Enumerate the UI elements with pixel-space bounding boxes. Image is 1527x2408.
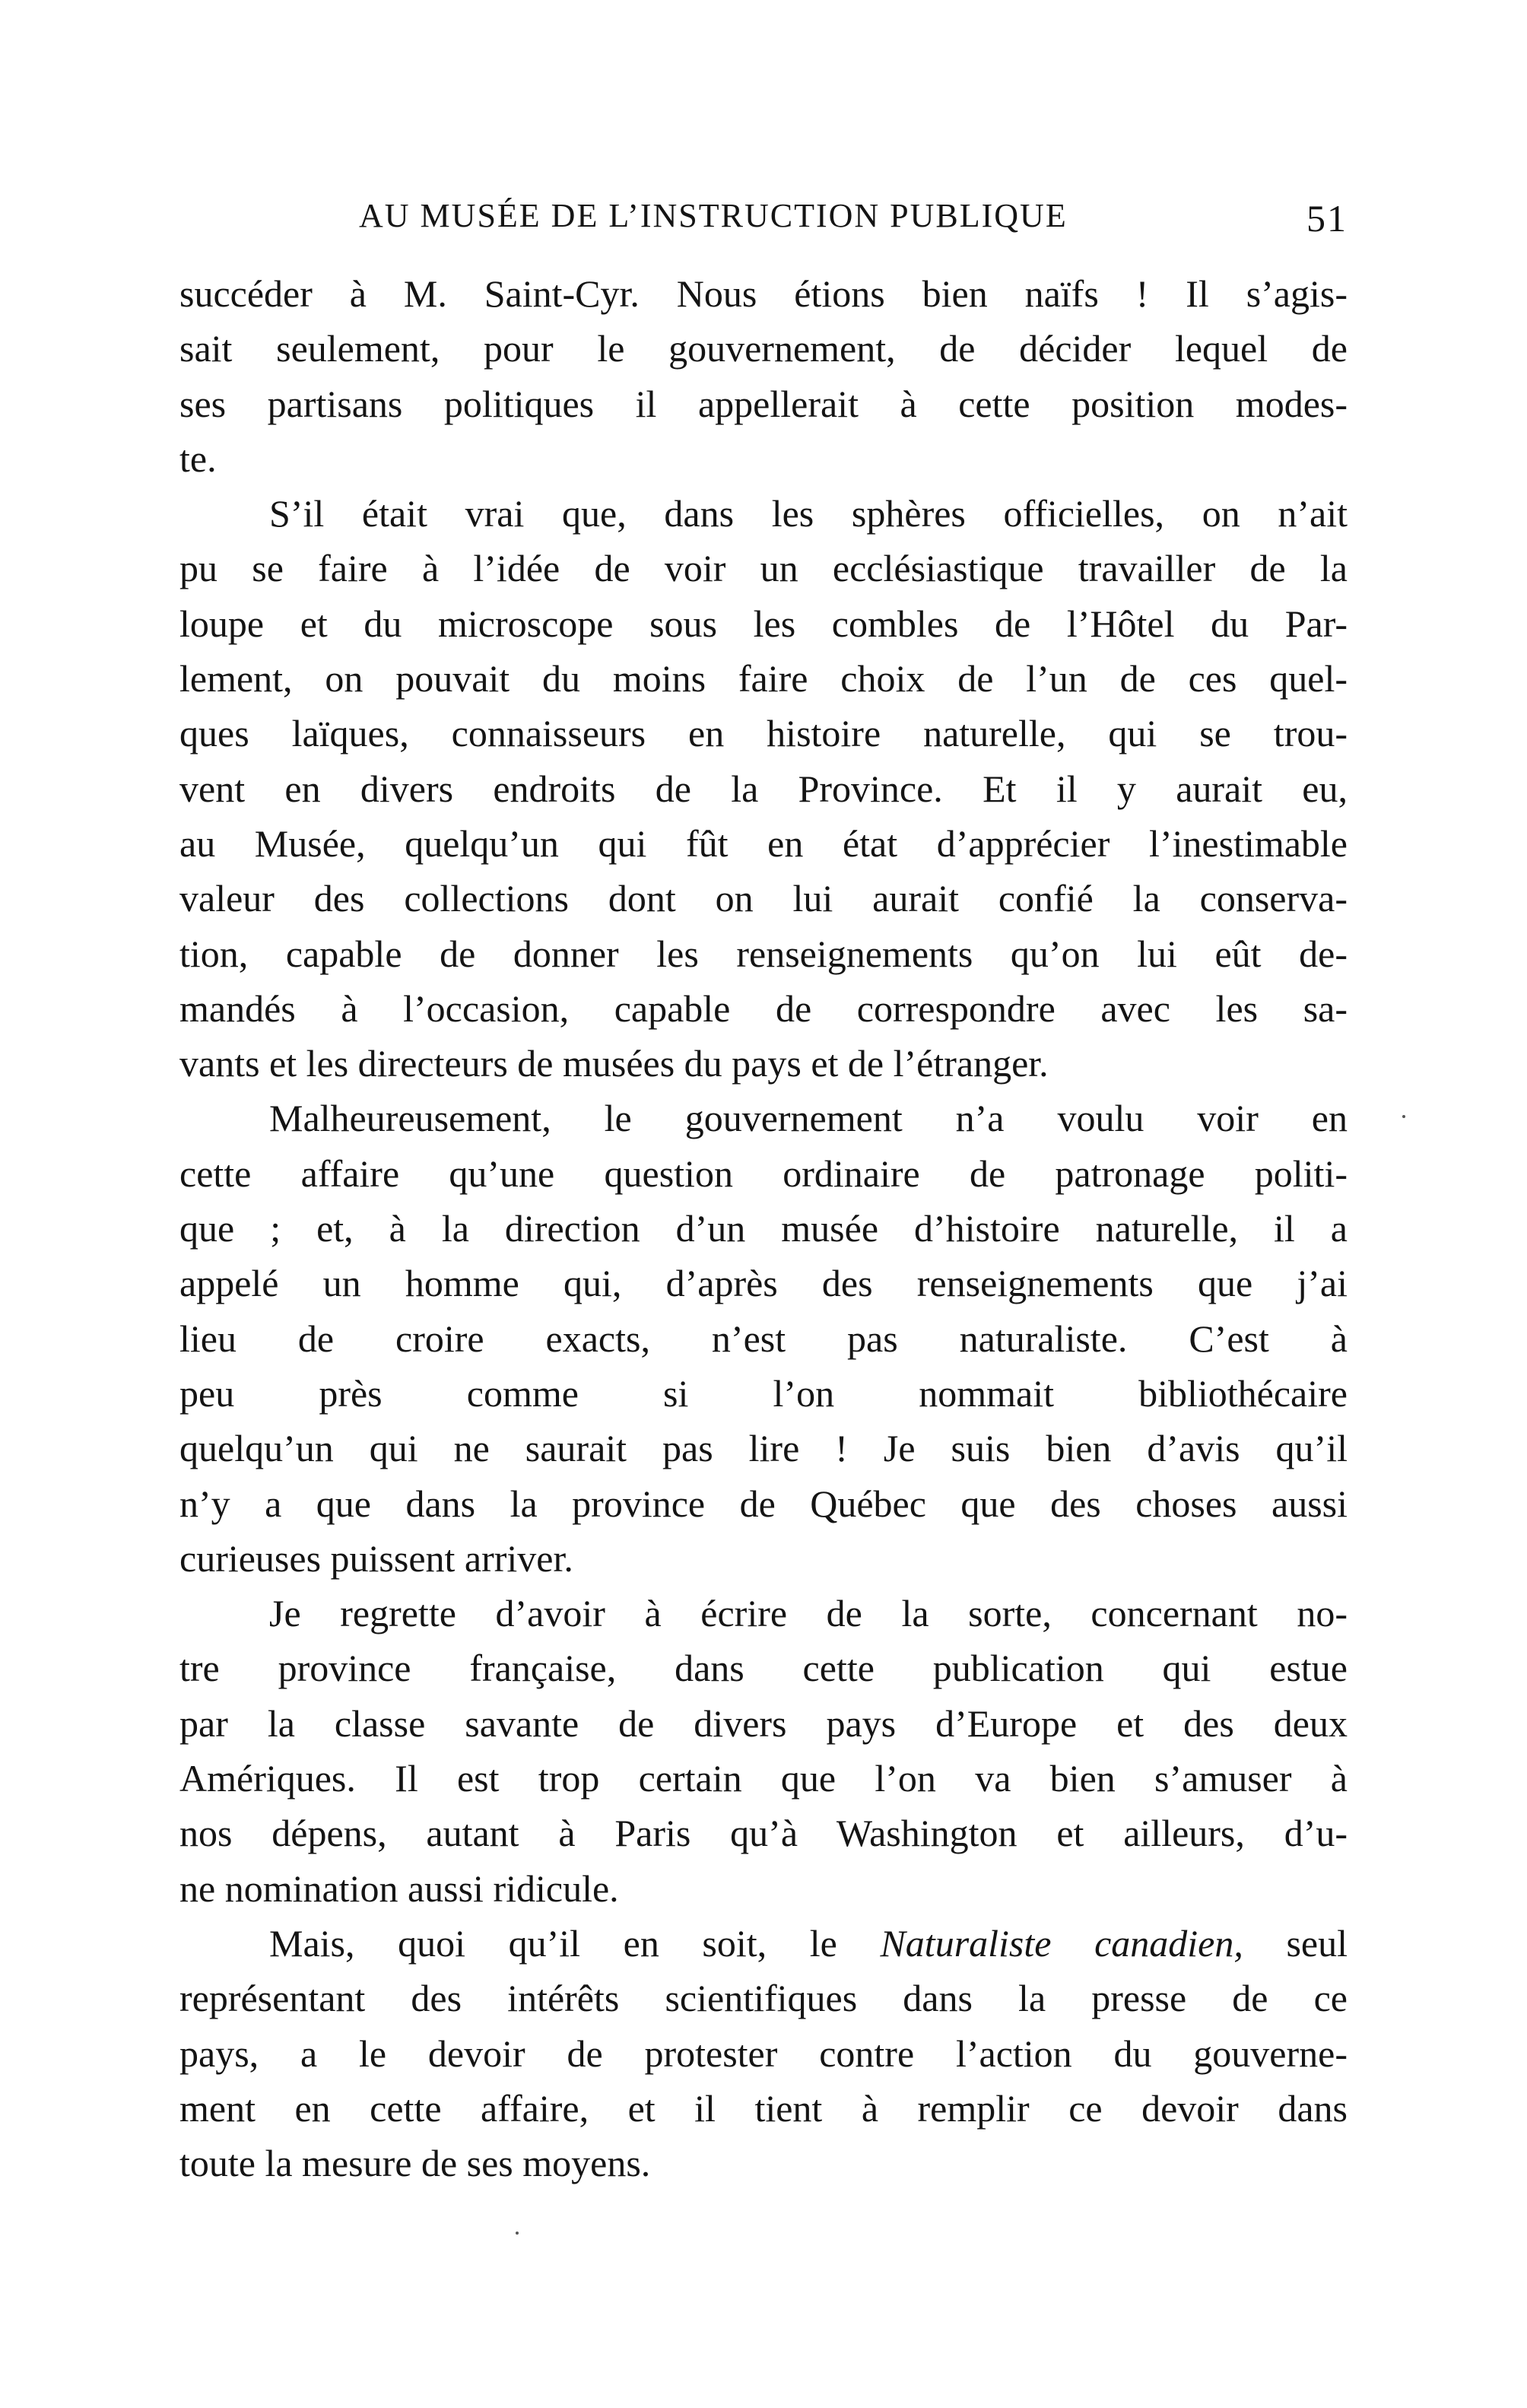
text-line: Je regrette d’avoir à écrire de la sorte, concernant no- (269, 1592, 1348, 1635)
text-line: ses partisans politiques il appellerait à cette position modes- (179, 382, 1348, 425)
text-line: ques laïques, connaisseurs en histoire naturelle, qui se trou- (179, 712, 1348, 755)
paragraph-5 (179, 1916, 1348, 2190)
text-line: curieuses puissent arriver. (179, 1536, 573, 1580)
text-line: S’il était vrai que, dans les sphères officielles, on n’ait (269, 492, 1348, 535)
paragraph-1 (179, 266, 1348, 486)
text-line: tion, capable de donner les renseignements qu’on lui eût de- (179, 932, 1348, 975)
text-line: succéder à M. Saint-Cyr. Nous étions bien naïfs ! Il s’agis- (179, 272, 1348, 315)
text-line: valeur des collections dont on lui aurait confié la conserva- (179, 877, 1348, 920)
text-line: n’y a que dans la province de Québec que des choses aussi (179, 1482, 1348, 1525)
text-line: Malheureusement, le gouvernement n’a voulu voir en (269, 1097, 1348, 1140)
print-speck (516, 2232, 519, 2235)
page-number: 51 (1306, 197, 1348, 240)
text-line: pays, a le devoir de protester contre l’action du gouverne- (179, 2032, 1348, 2075)
text-line (179, 1916, 1348, 1971)
text-line: peu près comme si l’on nommait bibliothécaire (179, 1371, 1348, 1415)
text-line: ne nomination aussi ridicule. (179, 1866, 619, 1910)
text-line: que ; et, à la direction d’un musée d’histoire naturelle, il a (179, 1207, 1348, 1250)
text-line: vent en divers endroits de la Province. Et il y aurait eu, (179, 767, 1348, 810)
body-text (179, 266, 1348, 2190)
text-line: te. (179, 437, 217, 480)
paragraph-2 (179, 486, 1348, 1091)
running-head (179, 196, 1348, 242)
text-line: pu se faire à l’idée de voir un ecclésiastique travailler de la (179, 547, 1348, 590)
paragraph-3 (179, 1091, 1348, 1586)
text-line: cette affaire qu’une question ordinaire de patronage politi- (179, 1152, 1348, 1195)
text-line: ment en cette affaire, et il tient à remplir ce devoir dans (179, 2086, 1348, 2130)
text-line: nos dépens, autant à Paris qu’à Washington et ailleurs, d’u- (179, 1812, 1348, 1855)
text-line: vants et les directeurs de musées du pays et de l’étranger. (179, 1042, 1049, 1085)
text-line: quelqu’un qui ne saurait pas lire ! Je suis bien d’avis qu’il (179, 1427, 1348, 1470)
text-line: toute la mesure de ses moyens. (179, 2142, 651, 2185)
text-run: Mais, quoi qu’il en soit, le (269, 1921, 881, 1965)
text-line: lieu de croire exacts, n’est pas naturaliste. C’est à (179, 1317, 1348, 1360)
journal-title: Naturaliste canadien, (880, 1921, 1243, 1965)
text-line: mandés à l’occasion, capable de correspondre avec les sa- (179, 986, 1348, 1030)
text-line: sait seulement, pour le gouvernement, de décider lequel de (179, 327, 1348, 370)
text-line: par la classe savante de divers pays d’Europe et des deux (179, 1701, 1348, 1745)
text-line: au Musée, quelqu’un qui fût en état d’apprécier l’inestimable (179, 821, 1348, 865)
paragraph-4 (179, 1586, 1348, 1916)
text-line: tre province française, dans cette publication qui estue (179, 1647, 1348, 1690)
text-line: lement, on pouvait du moins faire choix de l’un de ces quel- (179, 657, 1348, 700)
running-head-title: AU MUSÉE DE L’INSTRUCTION PUBLIQUE (359, 197, 1068, 234)
print-speck (1402, 1115, 1405, 1118)
text-line: représentant des intérêts scientifiques dans la presse de ce (179, 1977, 1348, 2020)
text-line: appelé un homme qui, d’après des renseignements que j’ai (179, 1262, 1348, 1305)
text-line: loupe et du microscope sous les combles de l’Hôtel du Par- (179, 602, 1348, 645)
text-line: Amériques. Il est trop certain que l’on va bien s’amuser à (179, 1757, 1348, 1800)
text-run: seul (1243, 1921, 1348, 1965)
